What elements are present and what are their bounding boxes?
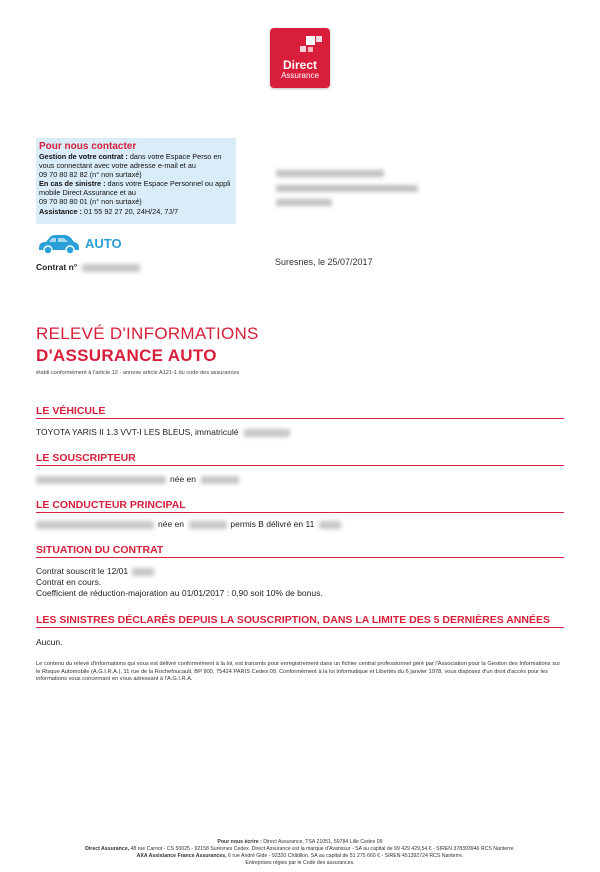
souscripteur-text: née en (36, 474, 239, 484)
document-title-line1: RELEVÉ D'INFORMATIONS (36, 324, 259, 343)
section-rule (36, 627, 564, 628)
section-title-souscripteur: LE SOUSCRIPTEUR (36, 452, 136, 464)
recipient-name-redacted (276, 170, 384, 177)
date-line: Suresnes, le 25/07/2017 (275, 257, 373, 267)
section-rule (36, 557, 564, 558)
section-rule (36, 418, 564, 419)
situation-line2: Contrat en cours. (36, 577, 102, 587)
sinistres-text: Aucun. (36, 637, 63, 647)
plate-redacted (244, 429, 290, 437)
footer-line4: Entreprises régies par le Code des assurances. (245, 860, 355, 866)
contact-gestion: Gestion de votre contrat : dans votre Espace Perso en vous connectant avec votre adresse e-mail et au (39, 152, 222, 171)
legal-notice: Le contenu du relevé d'informations qui vous est délivré conformément à la loi, est transmis pour enregistrement dans un fichier central professionnel géré par l'Association pour la Gestion des Informations sur le Risque Automobile (A.G.I.R.A.), 11 rue de la Rochefoucault, BP 900, 75424 PARIS Cedex 09. Conformément à la loi Informatique et Libertés du 6 janvier 1978, vous disposez d'un droit d'accès pour les informations vous concernant en vous adressant à l'A.G.I.R.A. (36, 661, 561, 683)
contact-title: Pour nous contacter (39, 141, 137, 152)
car-icon (36, 233, 80, 255)
section-rule (36, 465, 564, 466)
logo-line2: Assurance (281, 71, 319, 80)
conducteur-text: née en permis B délivré en 11 (36, 519, 341, 529)
contact-box (36, 138, 236, 224)
start-year-redacted (132, 568, 154, 576)
situation-line3: Coefficient de réduction-majoration au 01/01/2017 : 0,90 soit 10% de bonus. (36, 588, 323, 598)
footer (0, 839, 600, 867)
license-date-redacted (319, 521, 341, 529)
driver-birth-redacted (189, 521, 227, 529)
recipient-city-redacted (276, 199, 332, 206)
situation-line1: Contrat souscrit le 12/01 (36, 566, 154, 576)
vehicule-text: TOYOTA YARIS II 1.3 VVT-I LES BLEUS, immatriculé (36, 427, 290, 437)
document-subtitle: établi conformément à l'article 12 - annexe article A121-1 du code des assurances (36, 370, 240, 376)
driver-name-redacted (36, 521, 154, 529)
footer-line3: AXA Assistance France Assurances, 6 rue André Gide - 92320 Châtillon. SA au capital de 51 275 660 € - SIREN 451392724 RCS Nanterre. (136, 853, 464, 859)
section-rule (36, 512, 564, 513)
section-title-conducteur: LE CONDUCTEUR PRINCIPAL (36, 499, 186, 511)
subscriber-name-redacted (36, 476, 166, 484)
document-title-line2: D'ASSURANCE AUTO (36, 346, 217, 365)
section-title-sinistres: LES SINISTRES DÉCLARÉS DEPUIS LA SOUSCRIPTION, DANS LA LIMITE DES 5 DERNIÈRES ANNÉES (36, 614, 550, 626)
section-title-situation: SITUATION DU CONTRAT (36, 544, 164, 556)
subscriber-birth-redacted (201, 476, 239, 484)
footer-line1: Pour nous écrire : Direct Assurance, TSA 21051, 59784 Lille Cedex 09 (217, 839, 383, 845)
contract-number: Contrat n° (36, 262, 140, 272)
contact-gestion-phone: 09 70 80 82 82 (n° non surtaxé) (39, 170, 142, 180)
recipient-street-redacted (276, 185, 418, 192)
direct-assurance-logo (270, 28, 330, 88)
contact-assistance: Assistance : 01 55 92 27 20, 24H/24, 7J/7 (39, 206, 179, 216)
footer-line2: Direct Assurance, 48 rue Carnot - CS 50025 - 92158 Suresnes Cedex. Direct Assurance est la marque d'Avanssur - SA au capital de 99 429 429,54 € - SIREN 378393946 RCS Nanterre. (85, 846, 515, 852)
contact-sinistre-phone: 09 70 80 80 01 (n° non surtaxé) (39, 197, 142, 207)
contact-sinistre: En cas de sinistre : dans votre Espace Personnel ou appli mobile Direct Assurance et au (39, 179, 231, 198)
contract-number-redacted (82, 264, 140, 272)
section-title-vehicule: LE VÉHICULE (36, 405, 106, 417)
logo-line1: Direct (282, 58, 317, 72)
product-label: AUTO (85, 236, 122, 251)
